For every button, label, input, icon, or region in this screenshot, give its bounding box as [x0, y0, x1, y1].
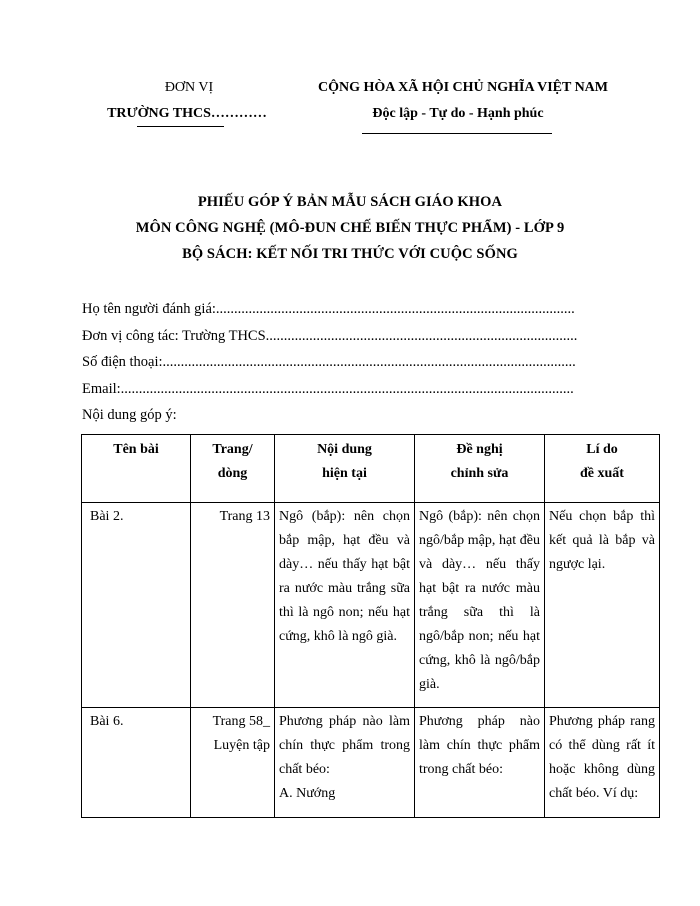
- table-header-row: [82, 435, 660, 503]
- table-row: [82, 503, 660, 708]
- cell-reason: Nếu chọn bắp thì kết quả là bắp và ngược lại.: [545, 503, 660, 708]
- cell-proposal: Ngô (bắp): nên chọn ngô/bắp mập, hạt đều và dày… nếu thấy hạt bật ra nước màu trắng sữa thì là ngô/bắp non; nếu hạt cứng, khô là ngô/bắp già.: [415, 503, 545, 708]
- school-label: TRƯỜNG THCS…………: [107, 106, 267, 121]
- header-page: Trang/ dòng: [191, 435, 275, 503]
- subject-title: MÔN CÔNG NGHỆ (MÔ-ĐUN CHẾ BIẾN THỰC PHẨM) - LỚP 9: [135, 220, 565, 236]
- header-proposal: Đề nghị chỉnh sửa: [415, 435, 545, 503]
- content-label: Nội dung góp ý:: [82, 407, 177, 423]
- workplace-field: Đơn vị công tác: Trường THCS......................................................................................: [82, 328, 578, 344]
- current-option: A. Nướng: [279, 786, 336, 801]
- table-row: [82, 708, 660, 818]
- cell-current: Ngô (bắp): nên chọn bắp mập, hạt đều và dày… nếu thấy hạt bật ra nước màu trắng sữa thì là ngô non; nếu hạt cứng, khô là ngô già.: [275, 503, 415, 708]
- nation-motto: Độc lập - Tự do - Hạnh phúc: [372, 106, 544, 121]
- evaluator-field: Họ tên người đánh giá:...................................................................................................: [82, 301, 575, 317]
- header-current: Nội dung hiện tại: [275, 435, 415, 503]
- unit-label: ĐƠN VỊ: [164, 80, 214, 95]
- feedback-table: [81, 434, 660, 818]
- header-reason: Lí do đề xuất: [545, 435, 660, 503]
- cell-page: Trang 58_ Luyện tập: [191, 708, 275, 818]
- school-underline: [137, 126, 224, 127]
- current-question: Phương pháp nào làm chín thực phẩm trong chất béo:: [279, 714, 410, 777]
- nation-title: CỘNG HÒA XÃ HỘI CHỦ NGHĨA VIỆT NAM: [317, 80, 608, 95]
- cell-current: [275, 708, 415, 818]
- form-title: PHIẾU GÓP Ý BẢN MẪU SÁCH GIÁO KHOA: [197, 194, 503, 210]
- cell-lesson: Bài 6.: [82, 708, 191, 818]
- motto-underline: [362, 133, 552, 134]
- cell-reason: Phương pháp rang có thể dùng rất ít hoặc không dùng chất béo. Ví dụ:: [545, 708, 660, 818]
- header-lesson: Tên bài: [82, 435, 191, 503]
- cell-proposal: Phương pháp nào làm chín thực phẩm trong chất béo:: [415, 708, 545, 818]
- book-title: BỘ SÁCH: KẾT NỐI TRI THỨC VỚI CUỘC SỐNG: [182, 246, 518, 262]
- cell-page: Trang 13: [191, 503, 275, 708]
- email-field: Email:.............................................................................................................................: [82, 381, 574, 397]
- cell-lesson: Bài 2.: [82, 503, 191, 708]
- phone-field: Số điện thoại:..................................................................................................................: [82, 354, 576, 370]
